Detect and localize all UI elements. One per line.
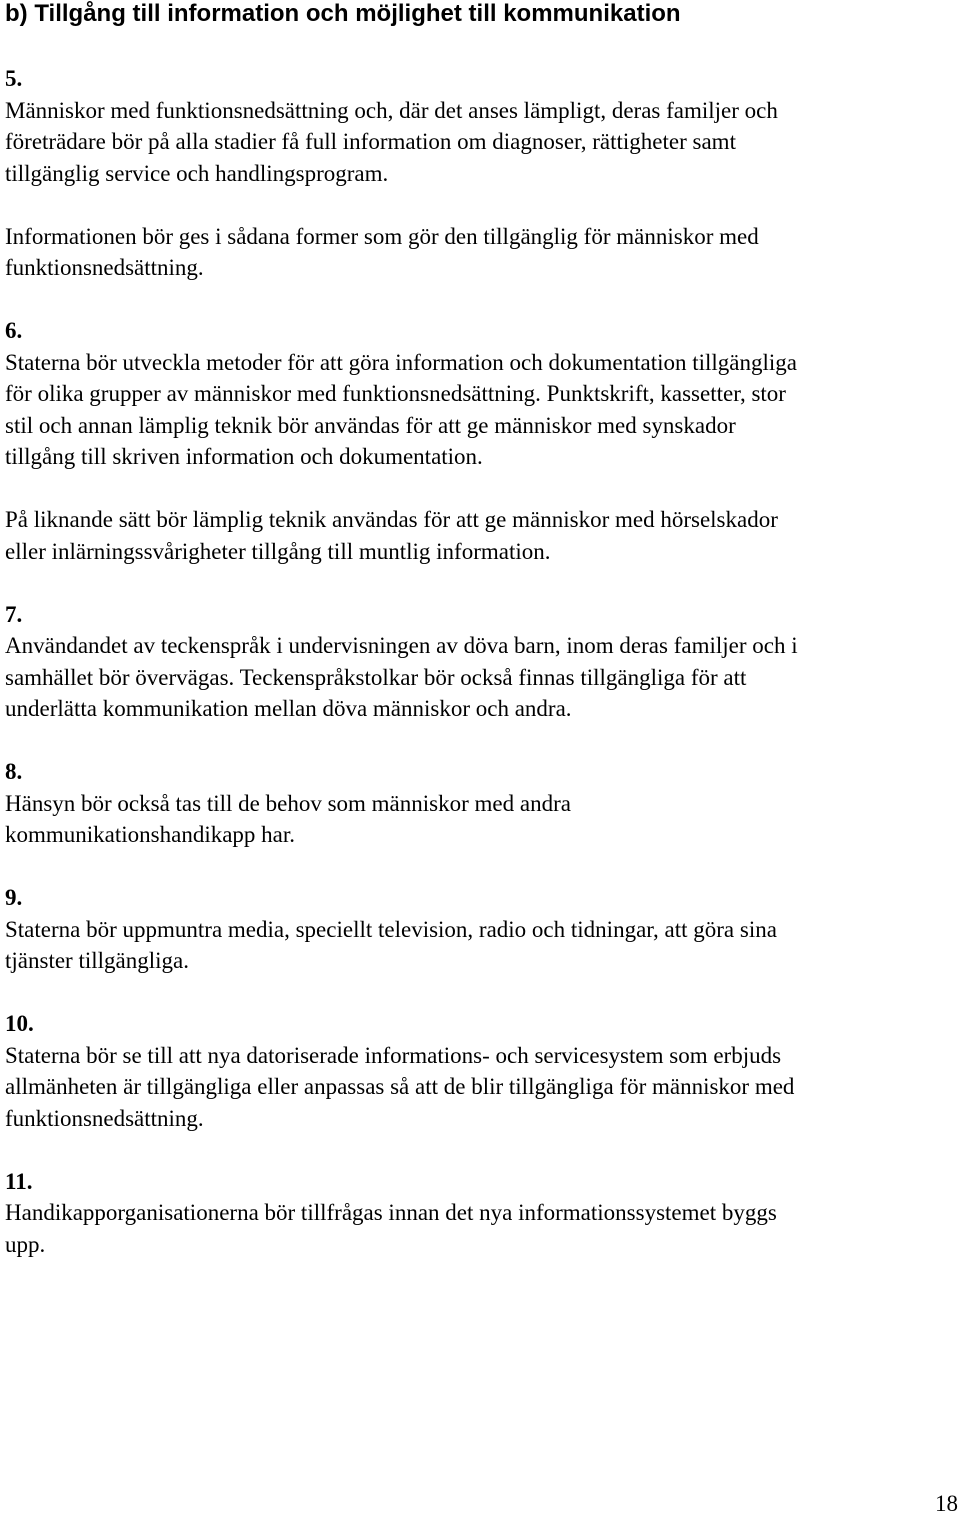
paragraph bbox=[5, 347, 955, 473]
text-line: Staterna bör utveckla metoder för att göra information och dokumentation tillgängliga bbox=[5, 349, 797, 375]
item-spacer bbox=[5, 725, 955, 757]
text-line: företrädare bör på alla stadier få full information om diagnoser, rättigheter samt bbox=[5, 129, 736, 154]
text-line: Människor med funktionsnedsättning och, där det anses lämpligt, deras familjer och bbox=[5, 97, 778, 123]
text-line: upp. bbox=[5, 1231, 46, 1257]
paragraph bbox=[5, 1197, 955, 1260]
section-heading: b) Tillgång till information och möjlighet till kommunikation bbox=[5, 0, 681, 27]
paragraph bbox=[5, 95, 955, 190]
paragraph bbox=[5, 221, 955, 284]
item-spacer bbox=[5, 851, 955, 883]
text-line: samhället bör övervägas. Teckenspråkstolkar bör också finnas tillgängliga för att bbox=[5, 664, 747, 690]
paragraph bbox=[5, 914, 955, 977]
item-number: 5. bbox=[5, 66, 23, 91]
item-number: 10. bbox=[5, 1011, 34, 1036]
text-line: På liknande sätt bör lämplig teknik användas för att ge människor med hörselskador bbox=[5, 507, 778, 532]
numbered-item bbox=[5, 599, 955, 725]
item-number: 6. bbox=[5, 318, 23, 343]
numbered-item bbox=[5, 315, 955, 567]
item-number: 11. bbox=[5, 1168, 33, 1194]
numbered-item bbox=[5, 1166, 955, 1261]
item-number: 8. bbox=[5, 759, 23, 784]
numbered-items bbox=[5, 63, 955, 1260]
text-line: Staterna bör uppmuntra media, speciellt television, radio och tidningar, att göra sina bbox=[5, 916, 777, 942]
text-line: Handikapporganisationerna bör tillfrågas innan det nya informationssystemet byggs bbox=[5, 1200, 777, 1225]
item-spacer bbox=[5, 284, 955, 316]
paragraph bbox=[5, 504, 955, 567]
text-line: Hänsyn bör också tas till de behov som människor med andra bbox=[5, 790, 571, 816]
text-line: tillgänglig service och handlingsprogram. bbox=[5, 160, 389, 186]
item-number: 9. bbox=[5, 885, 23, 910]
item-spacer bbox=[5, 567, 955, 599]
text-line: tillgång till skriven information och dokumentation. bbox=[5, 444, 483, 469]
text-line: tjänster tillgängliga. bbox=[5, 948, 189, 973]
text-line: eller inlärningssvårigheter tillgång till muntlig information. bbox=[5, 538, 551, 564]
paragraph bbox=[5, 788, 955, 851]
numbered-item bbox=[5, 756, 955, 851]
text-line: underlätta kommunikation mellan döva människor och andra. bbox=[5, 696, 572, 721]
text-line: Informationen bör ges i sådana former som gör den tillgänglig för människor med bbox=[5, 223, 759, 249]
item-number: 7. bbox=[5, 601, 23, 627]
page-number: 18 bbox=[935, 1491, 958, 1516]
text-line: Användandet av teckenspråk i undervisningen av döva barn, inom deras familjer och i bbox=[5, 633, 798, 658]
text-line: allmänheten är tillgängliga eller anpassas så att de blir tillgängliga för människor med bbox=[5, 1074, 795, 1099]
text-line: stil och annan lämplig teknik bör användas för att ge människor med synskador bbox=[5, 412, 736, 438]
document-page bbox=[5, 0, 955, 1260]
paragraph bbox=[5, 1040, 955, 1135]
numbered-item bbox=[5, 882, 955, 977]
paragraph-spacer bbox=[5, 473, 955, 505]
paragraph-spacer bbox=[5, 189, 955, 221]
numbered-item bbox=[5, 1008, 955, 1134]
text-line: Staterna bör se till att nya datoriserade informations- och servicesystem som erbjuds bbox=[5, 1042, 782, 1068]
text-line: funktionsnedsättning. bbox=[5, 255, 204, 280]
text-line: funktionsnedsättning. bbox=[5, 1105, 204, 1131]
item-spacer bbox=[5, 1134, 955, 1166]
text-line: kommunikationshandikapp har. bbox=[5, 822, 296, 847]
text-line: för olika grupper av människor med funktionsnedsättning. Punktskrift, kassetter, stor bbox=[5, 381, 786, 406]
paragraph bbox=[5, 630, 955, 725]
numbered-item bbox=[5, 63, 955, 284]
item-spacer bbox=[5, 977, 955, 1009]
